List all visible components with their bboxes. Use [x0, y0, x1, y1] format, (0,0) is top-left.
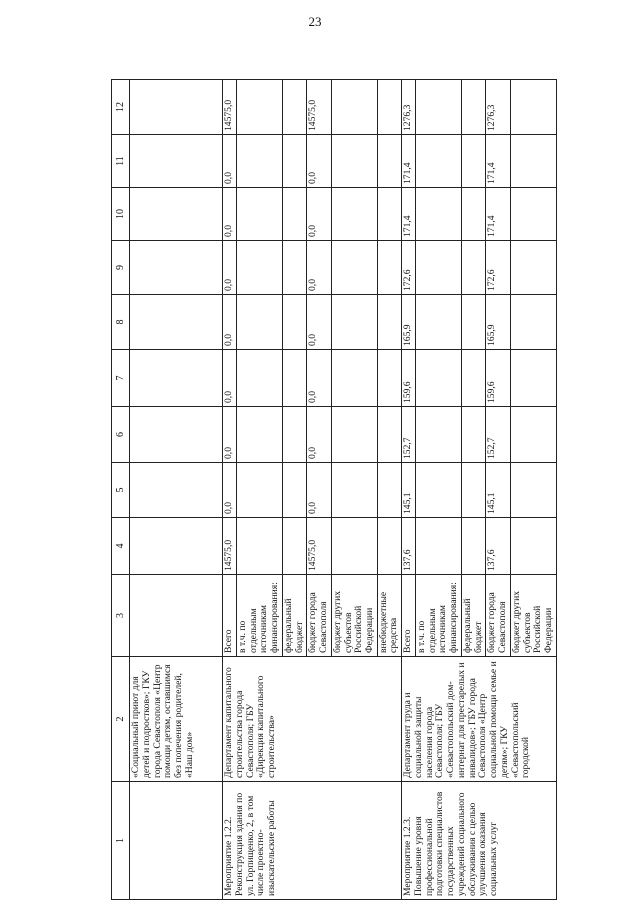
- value-cell: [461, 407, 485, 463]
- value-cell: 152,7: [486, 407, 510, 463]
- value-cell: 0,0: [223, 407, 237, 463]
- responsible-org: Департамент труда и социальной защиты населения города Севастополя; ГБУ «Севастопольский дом-интернат для престарелых и инвалидов»; ГБУ города Севастополя «Центр социальной помощи семье и детям»; ГКУ «Севастопольский городской: [402, 657, 557, 782]
- value-cell: [236, 463, 282, 518]
- value-cell: 0,0: [307, 241, 331, 295]
- value-cell: 171,4: [486, 135, 510, 188]
- value-cell: [461, 518, 485, 575]
- value-cell: [331, 518, 377, 575]
- funding-source: Всего: [223, 575, 237, 657]
- value-cell: [461, 463, 485, 518]
- value-cell: [461, 188, 485, 241]
- value-cell: 171,4: [402, 135, 416, 188]
- value-cell: 137,6: [402, 518, 416, 575]
- funding-source: бюджет города Севастополя: [486, 575, 510, 657]
- header-cell: 7: [112, 350, 130, 407]
- value-cell: 171,4: [402, 188, 416, 241]
- value-cell: [236, 295, 282, 350]
- value-cell: [415, 188, 461, 241]
- value-cell: 152,7: [402, 407, 416, 463]
- value-cell: [331, 463, 377, 518]
- responsible-org: Департамент капитального строительства города Севастополя; ГБУ «Дирекция капитального строительства»: [223, 657, 402, 782]
- responsible-org: «Социальный приют для детей и подростков»; ГКУ города Севастополя «Центр помощи детям, оставшимся без попечения родителей, «Наш дом»: [130, 657, 223, 782]
- header-cell: 5: [112, 463, 130, 518]
- measure-1-2-3: [402, 80, 557, 900]
- value-cell: 0,0: [307, 188, 331, 241]
- continuation-row: [130, 80, 223, 900]
- header-cell: 2: [112, 657, 130, 782]
- value-cell: 0,0: [307, 463, 331, 518]
- value-cell: [461, 350, 485, 407]
- value-cell: [236, 241, 282, 295]
- value-cell: [510, 350, 556, 407]
- value-cell: 0,0: [223, 241, 237, 295]
- value-cell: [510, 407, 556, 463]
- value-cell: 14575,0: [307, 518, 331, 575]
- value-cell: [415, 518, 461, 575]
- value-cell: [282, 135, 306, 188]
- funding-source: бюджет других субъектов Российской Федерации: [331, 575, 377, 657]
- measure-1-2-2: [223, 80, 402, 900]
- value-cell: [415, 407, 461, 463]
- value-cell: [331, 295, 377, 350]
- value-cell: [282, 518, 306, 575]
- value-cell: 172,6: [402, 241, 416, 295]
- value-cell: 0,0: [307, 295, 331, 350]
- value-cell: 0,0: [223, 350, 237, 407]
- value-cell: 171,4: [486, 188, 510, 241]
- value-cell: [461, 295, 485, 350]
- value-cell: [236, 188, 282, 241]
- value-cell: 145,1: [486, 463, 510, 518]
- header-cell: 3: [112, 575, 130, 657]
- page-number: 23: [308, 14, 322, 29]
- value-cell: [377, 80, 401, 135]
- funding-source: бюджет города Севастополя: [307, 575, 331, 657]
- value-cell: [377, 188, 401, 241]
- value-cell: [331, 241, 377, 295]
- value-cell: 0,0: [223, 135, 237, 188]
- header-cell: 9: [112, 241, 130, 295]
- header-cell: 4: [112, 518, 130, 575]
- value-cell: [461, 241, 485, 295]
- value-cell: [461, 135, 485, 188]
- value-cell: 14575,0: [223, 518, 237, 575]
- value-cell: 14575,0: [223, 80, 237, 135]
- value-cell: [331, 350, 377, 407]
- value-cell: 0,0: [223, 295, 237, 350]
- value-cell: [377, 463, 401, 518]
- value-cell: 159,6: [402, 350, 416, 407]
- value-cell: 1276,3: [486, 80, 510, 135]
- value-cell: [282, 241, 306, 295]
- value-cell: [510, 295, 556, 350]
- measure-name: Мероприятие 1.2.3. Повышение уровня профессиональной подготовки специалистов государственных учреждений социального обслуживания с целью улучшения оказания социальных услуг: [402, 782, 557, 900]
- value-cell: [510, 188, 556, 241]
- measure-name: Мероприятие 1.2.2. Реконструкция здания по ул. Горпищенко, 2, в том числе проектно-изыскательские работы: [223, 782, 402, 900]
- value-cell: [377, 518, 401, 575]
- header-cell: 8: [112, 295, 130, 350]
- value-cell: [510, 518, 556, 575]
- value-cell: 0,0: [223, 188, 237, 241]
- value-cell: 159,6: [486, 350, 510, 407]
- value-cell: [236, 518, 282, 575]
- header-cell: 12: [112, 80, 130, 135]
- funding-source: Всего: [402, 575, 416, 657]
- value-cell: [377, 241, 401, 295]
- rotated-table-wrapper: [111, 80, 611, 900]
- value-cell: 172,6: [486, 241, 510, 295]
- value-cell: 1276,3: [402, 80, 416, 135]
- value-cell: [377, 350, 401, 407]
- value-cell: 14575,0: [307, 80, 331, 135]
- funding-source: внебюджетные средства: [377, 575, 401, 657]
- value-cell: [282, 295, 306, 350]
- value-cell: [510, 80, 556, 135]
- header-cell: 1: [112, 782, 130, 900]
- value-cell: [282, 463, 306, 518]
- value-cell: [331, 407, 377, 463]
- value-cell: [377, 295, 401, 350]
- value-cell: 165,9: [402, 295, 416, 350]
- value-cell: [377, 407, 401, 463]
- header-cell: 10: [112, 188, 130, 241]
- value-cell: [236, 80, 282, 135]
- header-cell: 11: [112, 135, 130, 188]
- table-row: [402, 80, 416, 900]
- value-cell: [415, 350, 461, 407]
- value-cell: [461, 80, 485, 135]
- table-row: [223, 80, 237, 900]
- value-cell: [236, 407, 282, 463]
- funding-source: в т.ч. по отдельным источникам финансирования:: [236, 575, 282, 657]
- funding-source: в т.ч. по отдельным источникам финансирования:: [415, 575, 461, 657]
- header-cell: 6: [112, 407, 130, 463]
- value-cell: [415, 463, 461, 518]
- value-cell: 0,0: [223, 463, 237, 518]
- value-cell: [282, 407, 306, 463]
- value-cell: 165,9: [486, 295, 510, 350]
- value-cell: [415, 295, 461, 350]
- value-cell: [282, 80, 306, 135]
- funding-source: бюджет других субъектов Российской Федерации: [510, 575, 556, 657]
- value-cell: [282, 350, 306, 407]
- empty-cell: [130, 782, 223, 900]
- budget-table: [111, 79, 557, 900]
- value-cell: [510, 135, 556, 188]
- funding-source: федеральный бюджет: [282, 575, 306, 657]
- value-cell: [510, 241, 556, 295]
- value-cell: [331, 188, 377, 241]
- value-cell: [236, 135, 282, 188]
- value-cell: [282, 188, 306, 241]
- value-cell: 145,1: [402, 463, 416, 518]
- value-cell: 0,0: [307, 135, 331, 188]
- header-row: [112, 80, 130, 900]
- value-cell: [377, 135, 401, 188]
- value-cell: [331, 135, 377, 188]
- funding-source: федеральный бюджет: [461, 575, 485, 657]
- value-cell: [236, 350, 282, 407]
- value-cell: 0,0: [307, 350, 331, 407]
- value-cell: [415, 80, 461, 135]
- value-cell: 0,0: [307, 407, 331, 463]
- value-cell: [415, 241, 461, 295]
- value-cell: [510, 463, 556, 518]
- value-cell: [331, 80, 377, 135]
- value-cell: [415, 135, 461, 188]
- value-cell: 137,6: [486, 518, 510, 575]
